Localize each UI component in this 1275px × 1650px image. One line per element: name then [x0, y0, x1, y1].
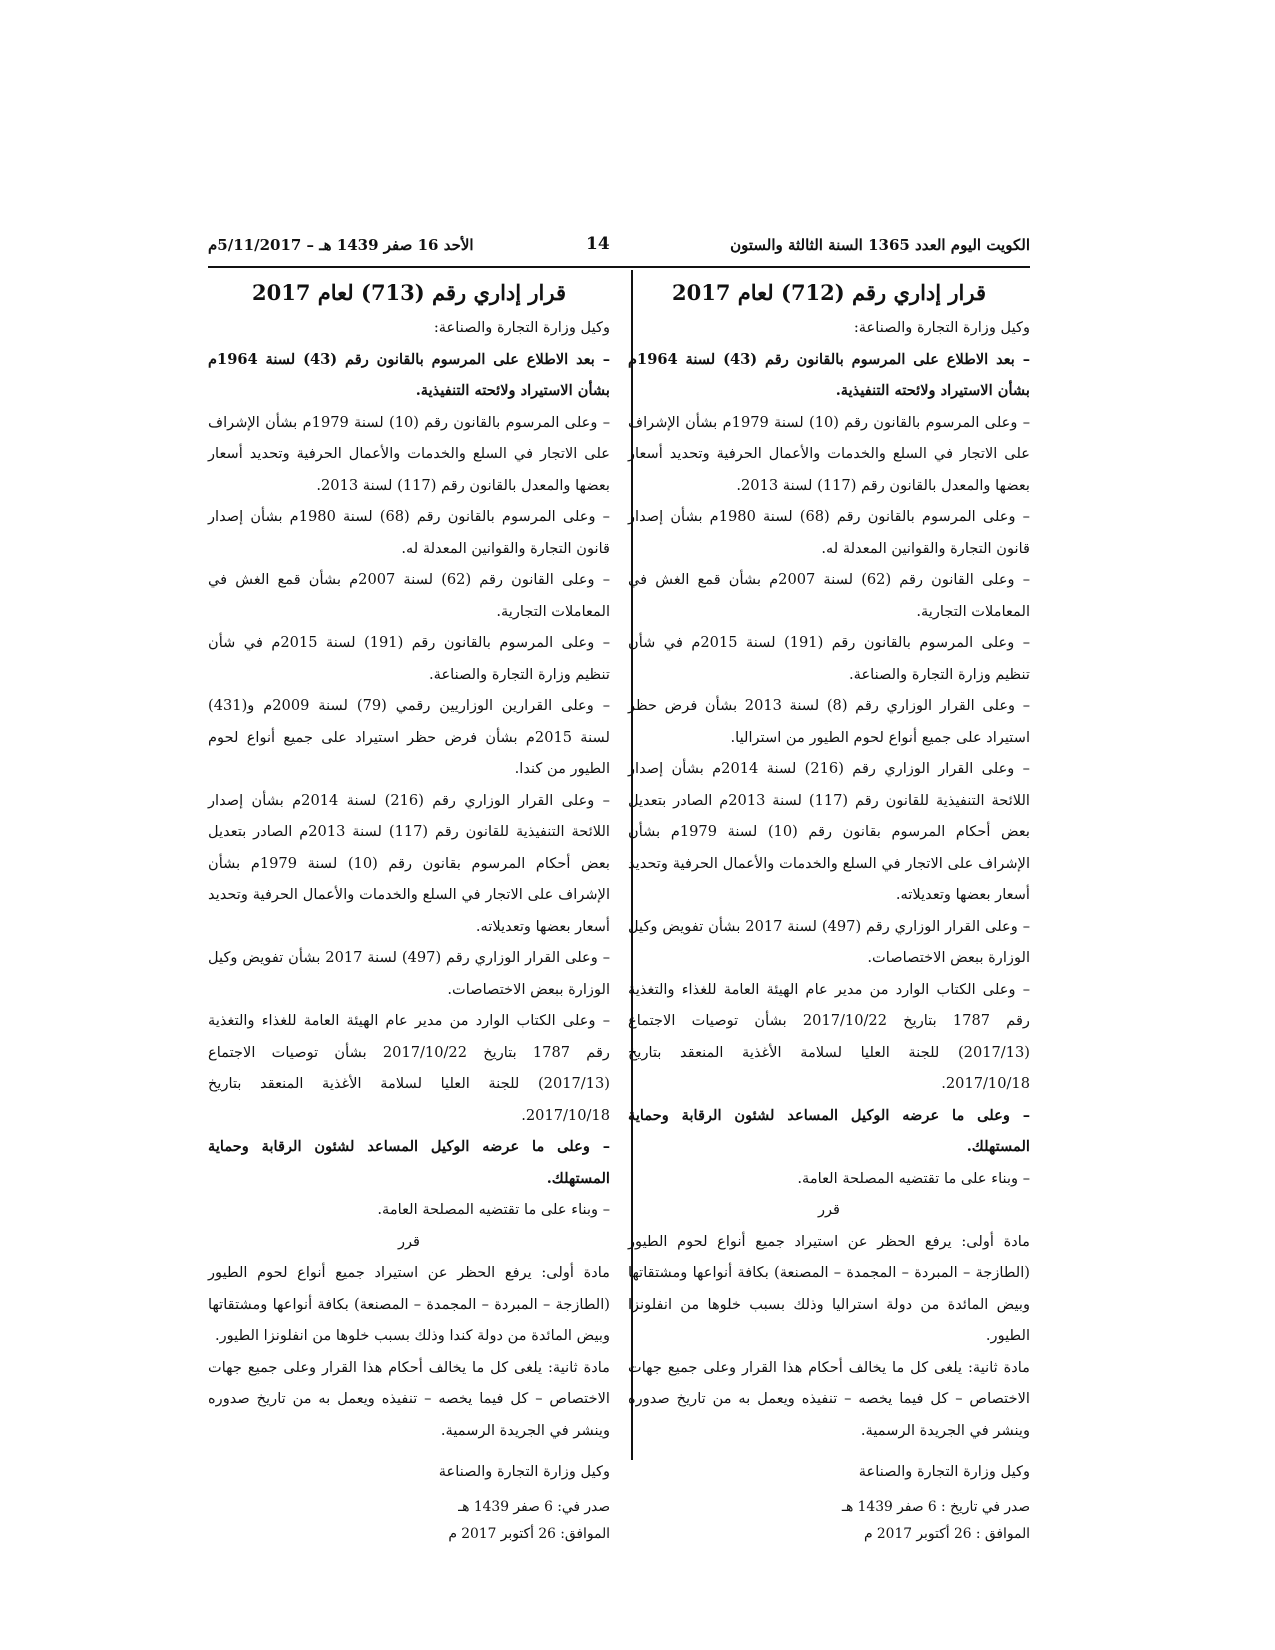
- page-header: [208, 236, 1030, 262]
- preamble-clause: – وعلى الكتاب الوارد من مدير عام الهيئة العامة للغذاء والتغذية رقم 1787 بتاريخ 2017/10/22 بشأن توصيات الاجتماع (2017/13) للجنة العليا لسلامة الأغذية المنعقد بتاريخ 2017/10/18.: [208, 1012, 610, 1124]
- decision-712-column: [628, 278, 1030, 1548]
- issue-date: الأحد 16 صفر 1439 هـ – 5/11/2017م: [208, 236, 474, 254]
- preamble-clause: – وعلى القرار الوزاري رقم (216) لسنة 2014م بشأن إصدار اللائحة التنفيذية للقانون رقم (117) لسنة 2013م الصادر بتعديل بعض أحكام المرسوم بقانون رقم (10) لسنة 1979م بشأن الإشراف على الاتجار في السلع والخدمات والأعمال الحرفية وتحديد أسعار بعضها وتعديلاته.: [628, 760, 1030, 903]
- decision-title: قرار إداري رقم (712) لعام 2017: [671, 280, 987, 305]
- preamble-clause: – وعلى المرسوم بالقانون رقم (191) لسنة 2015م في شأن تنظيم وزارة التجارة والصناعة.: [208, 634, 610, 683]
- preamble-clause: – وعلى المرسوم بالقانون رقم (68) لسنة 1980م بشأن إصدار قانون التجارة والقوانين المعدلة له.: [208, 508, 610, 557]
- preamble-clause: – وعلى المرسوم بالقانون رقم (68) لسنة 1980م بشأن إصدار قانون التجارة والقوانين المعدلة له.: [628, 508, 1030, 557]
- issued-date-gregorian: الموافق: 26 أكتوبر 2017 م: [448, 1525, 610, 1542]
- preamble-clause: – وعلى الكتاب الوارد من مدير عام الهيئة العامة للغذاء والتغذية رقم 1787 بتاريخ 2017/10/22 بشأن توصيات الاجتماع (2017/13) للجنة العليا لسلامة الأغذية المنعقد بتاريخ 2017/10/18.: [628, 980, 1030, 1092]
- decision-issuer: وكيل وزارة التجارة والصناعة:: [853, 319, 1030, 336]
- preamble-clause: – وعلى القرارين الوزاريين رقمي (79) لسنة 2009م و(431) لسنة 2015م بشأن فرض حظر استيراد على جميع أنواع لحوم الطيور من كندا.: [208, 697, 610, 777]
- signatory: وكيل وزارة التجارة والصناعة: [438, 1463, 610, 1480]
- preamble-clause: – بعد الاطلاع على المرسوم بالقانون رقم (43) لسنة 1964م بشأن الاستيراد ولائحته التنفيذية.: [628, 350, 1030, 399]
- article-one: مادة أولى: يرفع الحظر عن استيراد جميع أنواع لحوم الطيور (الطازجة – المبردة – المجمدة – المصنعة) بكافة أنواعها ومشتقاتها وبيض المائدة من دولة كندا وذلك بسبب خلوها من انفلونزا الطيور.: [208, 1264, 610, 1344]
- preamble-clause: – وعلى القرار الوزاري رقم (497) لسنة 2017 بشأن تفويض وكيل الوزارة ببعض الاختصاصات.: [628, 917, 1030, 966]
- decision-title: قرار إداري رقم (713) لعام 2017: [251, 280, 567, 305]
- preamble-clause: – وعلى ما عرضه الوكيل المساعد لشئون الرقابة وحماية المستهلك.: [208, 1138, 610, 1187]
- preamble-clause: – وبناء على ما تقتضيه المصلحة العامة.: [377, 1201, 610, 1218]
- preamble-clause: – وعلى المرسوم بالقانون رقم (10) لسنة 1979م بشأن الإشراف على الاتجار في السلع والخدمات والأعمال الحرفية وتحديد أسعار بعضها والمعدل بالقانون رقم (117) لسنة 2013.: [208, 413, 610, 494]
- preamble-clause: – وعلى القانون رقم (62) لسنة 2007م بشأن قمع الغش في المعاملات التجارية.: [208, 571, 610, 620]
- preamble-clause: – وعلى المرسوم بالقانون رقم (191) لسنة 2015م في شأن تنظيم وزارة التجارة والصناعة.: [628, 634, 1030, 683]
- decision-713-column: [208, 278, 610, 1548]
- article-two: مادة ثانية: يلغى كل ما يخالف أحكام هذا القرار وعلى جميع جهات الاختصاص – كل فيما يخصه – تنفيذه ويعمل به من تاريخ صدوره وينشر في الجريدة الرسمية.: [208, 1358, 610, 1439]
- preamble-clause: – وعلى القرار الوزاري رقم (497) لسنة 2017 بشأن تفويض وكيل الوزارة ببعض الاختصاصات.: [208, 949, 610, 998]
- preamble-clause: – وعلى المرسوم بالقانون رقم (10) لسنة 1979م بشأن الإشراف على الاتجار في السلع والخدمات والأعمال الحرفية وتحديد أسعار بعضها والمعدل بالقانون رقم (117) لسنة 2013.: [628, 413, 1030, 494]
- decided-heading: قرر: [817, 1201, 841, 1218]
- preamble-clause: – وعلى القرار الوزاري رقم (8) لسنة 2013 بشأن فرض حظر استيراد على جميع أنواع لحوم الطيور من استراليا.: [628, 697, 1030, 746]
- decided-heading: قرر: [397, 1232, 421, 1250]
- preamble-clause: – وعلى القانون رقم (62) لسنة 2007م بشأن قمع الغش في المعاملات التجارية.: [628, 571, 1030, 620]
- article-one: مادة أولى: يرفع الحظر عن استيراد جميع أنواع لحوم الطيور (الطازجة – المبردة – المجمدة – المصنعة) بكافة أنواعها ومشتقاتها وبيض المائدة من دولة استراليا وذلك بسبب خلوها من انفلونزا الطيور.: [628, 1232, 1030, 1344]
- article-two: مادة ثانية: يلغى كل ما يخالف أحكام هذا القرار وعلى جميع جهات الاختصاص – كل فيما يخصه – تنفيذه ويعمل به من تاريخ صدوره وينشر في الجريدة الرسمية.: [628, 1358, 1030, 1439]
- preamble-clause: – وعلى القرار الوزاري رقم (216) لسنة 2014م بشأن إصدار اللائحة التنفيذية للقانون رقم (117) لسنة 2013م الصادر بتعديل بعض أحكام المرسوم بقانون رقم (10) لسنة 1979م بشأن الإشراف على الاتجار في السلع والخدمات والأعمال الحرفية وتحديد أسعار بعضها وتعديلاته.: [208, 791, 610, 935]
- header-divider: [208, 266, 1030, 268]
- issued-date-hijri: صدر في: 6 صفر 1439 هـ: [458, 1498, 610, 1515]
- preamble-clause: – وعلى ما عرضه الوكيل المساعد لشئون الرقابة وحماية المستهلك.: [628, 1106, 1030, 1155]
- preamble-clause: – بعد الاطلاع على المرسوم بالقانون رقم (43) لسنة 1964م بشأن الاستيراد ولائحته التنفيذية.: [208, 350, 610, 399]
- issued-date-gregorian: الموافق : 26 أكتوبر 2017 م: [863, 1525, 1030, 1542]
- decision-issuer: وكيل وزارة التجارة والصناعة:: [433, 319, 610, 336]
- gazette-issue-info: الكويت اليوم العدد 1365 السنة الثالثة والستون: [730, 236, 1030, 254]
- page-number: 14: [586, 234, 610, 254]
- preamble-clause: – وبناء على ما تقتضيه المصلحة العامة.: [797, 1169, 1030, 1187]
- signatory: وكيل وزارة التجارة والصناعة: [858, 1463, 1030, 1480]
- issued-date-hijri: صدر في تاريخ : 6 صفر 1439 هـ: [841, 1498, 1030, 1515]
